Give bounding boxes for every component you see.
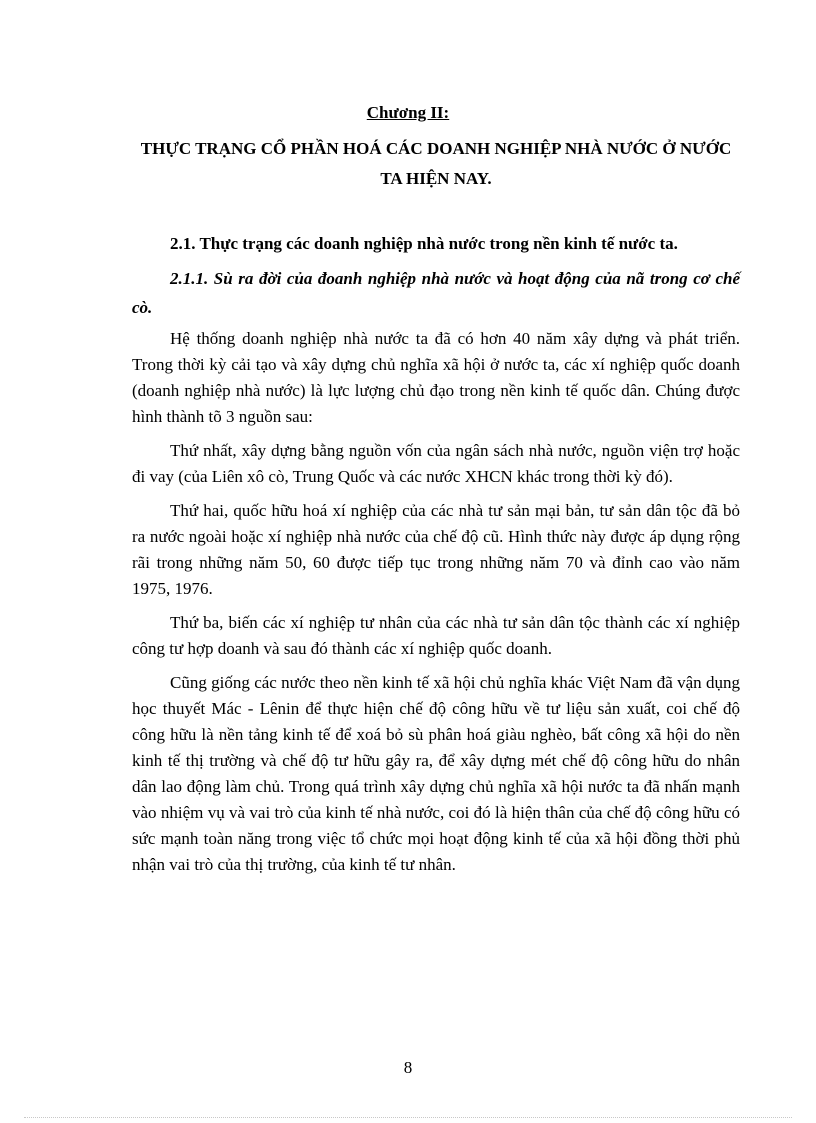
section-heading: 2.1. Thực trạng các doanh nghiệp nhà nước trong nền kinh tế nước ta. [170,234,678,253]
page-number: 8 [403,1058,413,1077]
subsection-heading: 2.1.1. Sù ra đời của đoanh nghiệp nhà nước và hoạt động của nã trong cơ chế cò. [132,269,740,317]
paragraph-5: Cũng giống các nước theo nền kinh tế xã hội chủ nghĩa khác Việt Nam đã vận dụng học thuyết Mác - Lênin để thực hiện chế độ công hữu về tư liệu sản xuất, coi chế độ công hữu là nền tảng kinh tế để xoá bỏ sù phân hoá giàu nghèo, bất công xã hội do nền kinh tế thị trường và chế độ tư hữu gây ra, để xây dựng mét chế độ công hữu do nhân dân lao động làm chủ. Trong quá trình xây dựng chủ nghĩa xã hội nước ta đã nhấn mạnh vào nhiệm vụ và vai trò của kinh tế nhà nước, coi đó là hiện thân của chế độ công hữu có sức mạnh toàn năng trong việc tổ chức mọi hoạt động kinh tế của xã hội đồng thời phủ nhận vai trò của thị trường, của kinh tế tư nhân. [132,673,740,874]
paragraph-1: Hệ thống doanh nghiệp nhà nước ta đã có hơn 40 năm xây dựng và phát triển. Trong thời kỳ cải tạo và xây dựng chủ nghĩa xã hội ở nước ta, các xí nghiệp quốc doanh (doanh nghiệp nhà nước) là lực lượng chủ đạo trong nền kinh tế quốc dân. Chúng được hình thành tõ 3 nguồn sau: [132,329,740,426]
document-body [132,229,740,886]
chapter-label: Chương II: [366,103,450,122]
chapter-title: THỰC TRẠNG CỔ PHẦN HOÁ CÁC DOANH NGHIỆP NHÀ NƯỚC Ở NƯỚC TA HIỆN NAY. [140,139,732,188]
page-bottom-divider [24,1117,792,1118]
paragraph-2: Thứ nhất, xây dựng bằng nguồn vốn của ngân sách nhà nước, nguồn viện trợ hoặc đi vay (của Liên xô cò, Trung Quốc và các nước XHCN khác trong thời kỳ đó). [132,441,740,486]
paragraph-3: Thứ hai, quốc hữu hoá xí nghiệp của các nhà tư sản mại bản, tư sản dân tộc đã bỏ ra nước ngoài hoặc xí nghiệp nhà nước của chế độ cũ. Hình thức này được áp dụng rộng rãi trong những năm 50, 60 được tiếp tục trong những năm 70 và đỉnh cao vào năm 1975, 1976. [132,501,740,598]
paragraph-4: Thứ ba, biến các xí nghiệp tư nhân của các nhà tư sản dân tộc thành các xí nghiệp công tư hợp doanh và sau đó thành các xí nghiệp quốc doanh. [132,613,740,658]
